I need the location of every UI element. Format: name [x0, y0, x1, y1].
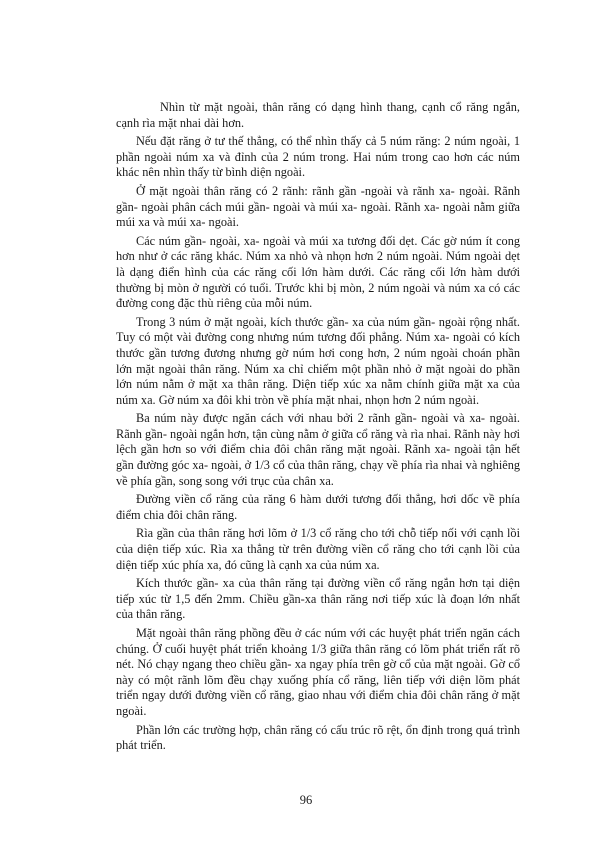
paragraph-8: Rìa gần của thân răng hơi lõm ở 1/3 cổ răng cho tới chỗ tiếp nối với cạnh lồi của diện tiếp xúc. Rìa xa thẳng từ trên đường viền cổ răng cho tới cạnh lồi của diện tiếp xúc phía xa, đó cũng là cạnh xa của núm xa.	[116, 526, 520, 572]
paragraph-1: Nhìn từ mặt ngoài, thân răng có dạng hình thang, cạnh cổ răng ngắn, cạnh rìa mặt nhai dài hơn.	[116, 100, 520, 130]
paragraph-4: Các núm gần- ngoài, xa- ngoài và múi xa tương đối dẹt. Các gờ núm ít cong hơn như ở các răng khác. Núm xa nhỏ và nhọn hơn 2 núm ngoài. Núm ngoài dẹt là dạng điển hình của các răng cối lớn hàm dưới. Các răng cối lớn hàm dưới thường bị mòn ở người có tuổi. Trước khi bị mòn, 2 núm ngoài và núm xa có các đường cong đặc thù riêng của mỗi núm.	[116, 233, 520, 311]
paragraph-7: Đường viền cổ răng của răng 6 hàm dưới tương đối thẳng, hơi dốc về phía điểm chia đôi chân răng.	[116, 492, 520, 522]
page-body	[116, 100, 520, 757]
paragraph-9: Kích thước gần- xa của thân răng tại đường viền cổ răng ngắn hơn tại diện tiếp xúc từ 1,5 đến 2mm. Chiều gần-xa thân răng nơi tiếp xúc là đoạn lớn nhất của thân răng.	[116, 576, 520, 622]
page-number: 96	[299, 793, 313, 807]
paragraph-11: Phần lớn các trường hợp, chân răng có cấu trúc rõ rệt, ổn định trong quá trình phát triển.	[116, 722, 520, 753]
paragraph-6: Ba núm này được ngăn cách với nhau bởi 2 rãnh gần- ngoài và xa- ngoài. Rãnh gần- ngoài ngắn hơn, tận cùng nằm ở giữa cổ răng và rìa nhai. Rãnh này hơi lệch gần hơn so với điểm chia đôi chân răng mặt ngoài. Rãnh xa- ngoài tận hết gần đường góc xa- ngoài, ở 1/3 cổ của thân răng, chạy về phía rìa nhai và nghiêng về phía gần, song song với trục của chân xa.	[116, 411, 520, 488]
paragraph-5: Trong 3 núm ở mặt ngoài, kích thước gần- xa của núm gần- ngoài rộng nhất. Tuy có một vài đường cong nhưng núm tương đối phẳng. Núm xa- ngoài có kích thước gần tương đương nhưng gờ núm hơi cong hơn, 2 núm ngoài choán phần lớn mặt ngoài thân răng. Núm xa chỉ chiếm một phần nhỏ ở mặt ngoài do phần lớn núm nằm ở mặt xa thân răng. Diện tiếp xúc xa nằm chính giữa mặt xa của núm xa. Gờ núm xa đôi khi tròn về phía mặt nhai, nhọn hơn 2 núm ngoài.	[116, 314, 520, 407]
paragraph-2: Nếu đặt răng ở tư thế thẳng, có thể nhìn thấy cả 5 núm răng: 2 núm ngoài, 1 phần ngoài núm xa và đỉnh của 2 núm trong. Hai núm trong cao hơn các núm khác nên nhìn thấy từ bình diện ngoài.	[116, 134, 520, 180]
paragraph-10: Mặt ngoài thân răng phồng đều ở các núm với các huyệt phát triển ngăn cách chúng. Ở cuối huyệt phát triển khoảng 1/3 giữa thân răng có lõm phát triển rất rõ nét. Nó chạy ngang theo chiều gần- xa ngay phía trên gờ cổ của mặt ngoài. Gờ cổ này có một rãnh lõm đều chạy xuống phía cổ răng, liên tiếp với diện lõm phát triển ngay dưới đường viền cổ răng, giao nhau với điểm chia đôi chân răng ở mặt ngoài.	[116, 626, 520, 718]
paragraph-3: Ở mặt ngoài thân răng có 2 rãnh: rãnh gần -ngoài và rãnh xa- ngoài. Rãnh gần- ngoài phân cách múi gần- ngoài và múi xa- ngoài. Rãnh xa- ngoài nằm giữa múi xa và múi xa- ngoài.	[116, 183, 520, 230]
